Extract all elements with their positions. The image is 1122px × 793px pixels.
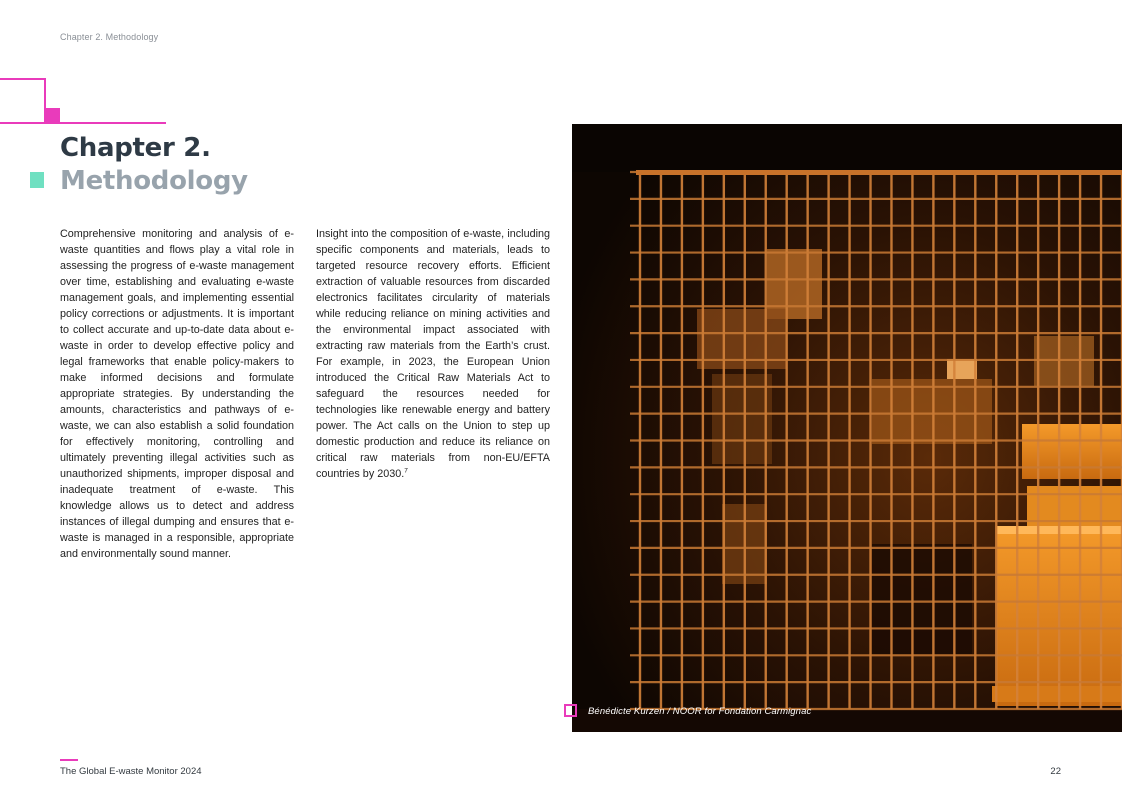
chapter-title-number: Chapter 2. xyxy=(60,133,211,163)
page-number: 22 xyxy=(1050,766,1061,777)
footer-accent-line xyxy=(60,759,78,761)
footnote-ref: 7 xyxy=(404,467,408,475)
caption-marker-icon xyxy=(564,704,577,717)
body-text-left: Comprehensive monitoring and analysis of e-waste quantities and flows play a vital role in assessing the progress of e-waste management over time, establishing and evaluating e-waste management goals, and implementing essential policy corrections or adjustments. It is important to collect accurate and up-to-date data about e-waste in order to develop effective policy and legal frameworks that enable policy-makers to make informed decisions and formulate appropriate strategies. By understanding the amounts, characteristics and pathways of e-waste, we can also establish a solid foundation for effectively monitoring, controlling and ultimately preventing illegal activities such as unauthorized shipments, improper disposal and inadequate treatment of e-waste. This knowledge allows us to detect and address instances of illegal dumping and ensures that e-waste is managed in a responsible, appropriate and environmentally sound manner. xyxy=(60,228,294,560)
running-header: Chapter 2. Methodology xyxy=(60,32,159,42)
decor-line-bottom xyxy=(0,122,166,124)
chapter-title xyxy=(60,132,248,198)
body-text-right: Insight into the composition of e-waste, including specific components and materials, leads to targeted resource recovery efforts. Efficient extraction of valuable resources from discarded electronics facilitates circularity of materials while reducing reliance on mining activities and the environmental impact associated with extracting raw materials from the Earth’s crust. For example, in 2023, the European Union introduced the Critical Raw Materials Act to safeguard the resources needed for technologies like renewable energy and battery power. The Act calls on the Union to step up domestic production and reduce its reliance on critical raw materials from non-EU/EFTA countries by 2030. xyxy=(316,228,550,480)
decor-line-top xyxy=(0,78,46,80)
body-column-left xyxy=(60,226,294,562)
body-column-right xyxy=(316,226,550,482)
photo-cage-illustration xyxy=(572,124,1122,732)
cage-grid xyxy=(630,172,1122,709)
footer-publication: The Global E-waste Monitor 2024 xyxy=(60,766,202,777)
decor-square-teal xyxy=(30,172,44,188)
decor-square-magenta xyxy=(44,108,60,124)
chapter-title-name: Methodology xyxy=(60,166,248,196)
photo xyxy=(572,124,1122,732)
photo-caption: Bénédicte Kurzen / NOOR for Fondation Carmignac xyxy=(588,706,812,717)
